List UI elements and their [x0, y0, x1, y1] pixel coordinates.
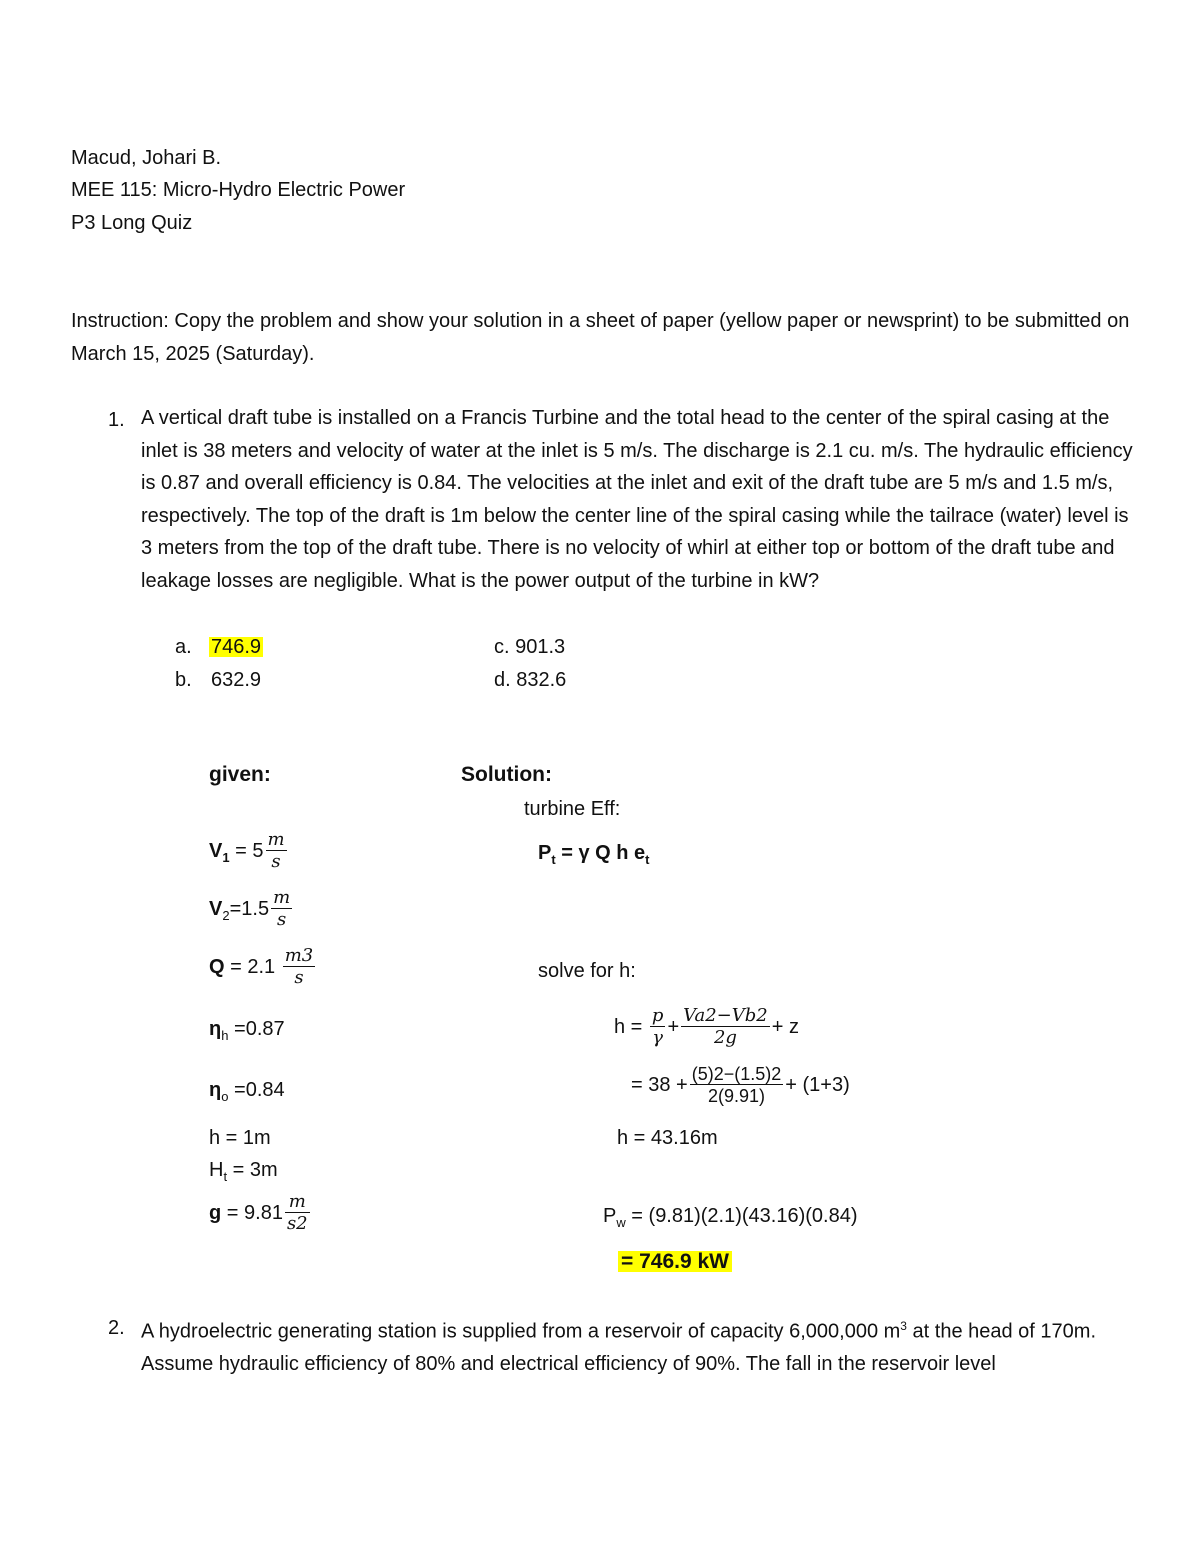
- final-answer: = 746.9 kW: [618, 1251, 732, 1272]
- problem-2-text: A hydroelectric generating station is supplied from a reservoir of capacity 6,000,000 $m^3$ at the head of 170m. Assume hydraulic efficiency of 80% and electrical efficiency of 90%. The fall in the reservoir level: [141, 1319, 1097, 1376]
- problem-1-number: 1.: [108, 409, 125, 431]
- given-h: h = 1m: [209, 1127, 271, 1149]
- choice-a-value: 746.9: [211, 636, 262, 658]
- given-v2: $V_2=1.5$ $\frac{m}{s}$: [209, 887, 291, 930]
- choice-b-letter: b.: [175, 669, 192, 691]
- problem-1-text: A vertical draft tube is installed on a Francis Turbine and the total head to the center of the spiral casing at the inlet is 38 meters and velocity of water at the inlet is 5 m/s. The discharge is 2.1 cu. m/s. The hydraulic efficiency is 0.87 and overall efficiency is 0.84. The velocities at the inlet and exit of the draft tube are 5 m/s and 1.5 m/s, respectively. The top of the draft is 1m below the center line of the spiral casing while the tailrace (water) level is 3 meters from the top of the draft tube. There is no velocity of whirl at either top or bottom of the draft tube and leakage losses are negligible. What is the power output of the turbine in kW?: [141, 407, 1133, 592]
- given-q: Q = 2.1 $\frac{m3}{s}$: [209, 945, 314, 988]
- choice-b-value: 632.9: [211, 669, 262, 691]
- h-substitution: = 38 + $\frac{(5)2-(1.5)2}{2(9.91)}$ + (1+3): [631, 1064, 850, 1106]
- given-eta-h: $\eta_h =0.87$: [209, 1018, 285, 1043]
- pt-formula: $P_t = \gamma$ Q h $e_t$: [538, 842, 650, 867]
- turbine-eff-label: turbine Eff:: [524, 798, 621, 820]
- student-name: Macud, Johari B.: [71, 147, 222, 169]
- problem-2-number: 2.: [108, 1317, 125, 1339]
- choice-d: d. 832.6: [494, 669, 567, 691]
- course-title: MEE 115: Micro-Hydro Electric Power: [71, 179, 406, 201]
- instruction: Instruction: Copy the problem and show your solution in a sheet of paper (yellow paper or newsprint) to be submitted on March 15, 2025 (Saturday).: [71, 310, 1130, 365]
- solve-for-h-label: solve for h:: [538, 960, 636, 982]
- choice-a-letter: a.: [175, 636, 192, 658]
- pw-formula: $P_w = (9.81)(2.1)(43.16)(0.84)$: [603, 1205, 858, 1230]
- given-ht: $H_t = 3m$: [209, 1159, 278, 1184]
- choice-c: c. 901.3: [494, 636, 566, 658]
- solution-heading: Solution:: [461, 763, 552, 786]
- h-result: h = 43.16m: [617, 1127, 718, 1149]
- given-eta-o: $\eta_o =0.84$: [209, 1079, 285, 1104]
- given-g: g = 9.81 $\frac{m}{s2}$: [209, 1191, 308, 1234]
- given-v1: $V_1 = 5$ $\frac{m}{s}$: [209, 829, 285, 872]
- given-heading: given:: [209, 763, 271, 786]
- exam-title: P3 Long Quiz: [71, 212, 193, 234]
- h-formula: h = $\frac{p}{\gamma}$ + $\frac{Va2-Vb2}{2g}$ + z: [614, 1005, 799, 1048]
